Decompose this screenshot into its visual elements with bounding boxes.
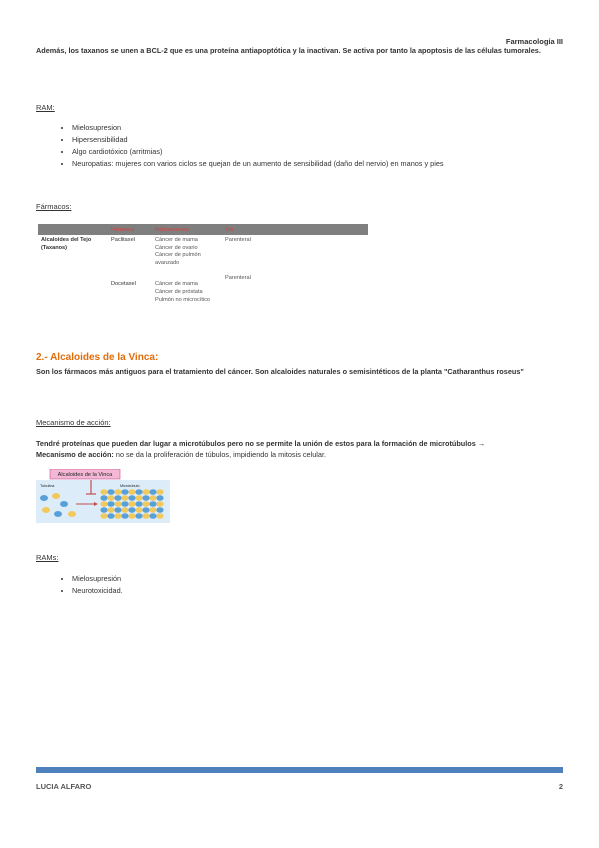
indication-line: Cáncer de ovario	[155, 244, 198, 251]
ram-heading: RAM:	[36, 103, 55, 112]
table-header-via: Vía	[222, 224, 368, 235]
list-item: • Mielosupresion	[72, 122, 444, 134]
table-cell-drug: Paclitaxel	[111, 237, 135, 243]
mechanism-label: Mecanismo de acción:	[36, 450, 114, 459]
mechanism-paragraph	[36, 438, 564, 460]
table-cell-route: Parenteral	[225, 237, 251, 243]
drugs-table	[38, 224, 368, 306]
list-item: • Neurotoxicidad.	[72, 585, 123, 597]
list-item: • Algo cardiotóxico (arritmias)	[72, 146, 444, 158]
farmacos-heading: Fármacos:	[36, 202, 72, 211]
vinca-figure	[36, 469, 170, 523]
indication-line: Cáncer de mama	[155, 281, 198, 288]
indication-line: Cáncer de pulmón avanzado	[155, 252, 201, 266]
arrow-glyph: →	[477, 439, 486, 448]
table-header-farmaco: Fármaco	[108, 224, 152, 235]
indication-line: Pulmón no microcítico	[155, 296, 211, 303]
vinca-figure-svg	[36, 469, 170, 523]
intro-paragraph: Además, los taxanos se unen a BCL-2 que es una proteína antiapoptótica y la inactivan. Se activa por tanto la apoptosis de las células tumorales.	[36, 46, 541, 55]
footer-bar	[36, 767, 563, 773]
indication-line: Cáncer de próstata	[155, 288, 203, 295]
table-header-indicaciones: Indicaciones	[152, 224, 222, 235]
list-item: • Neuropatias: mujeres con varios ciclos se quejan de un aumento de sensibilidad (daño del nervio) en manos y pies	[72, 158, 444, 170]
table-cell-drug: Docetaxel	[111, 281, 136, 288]
ram-list	[36, 122, 444, 170]
footer-author: LUCIA ALFARO	[36, 782, 92, 791]
mechanism-text: Tendré proteínas que pueden dar lugar a microtúbulos pero no se permite la unión de estos para la formación de microtúbulos	[36, 439, 476, 448]
indication-line: Cáncer de mama	[155, 237, 198, 243]
figure-left-caption: Tubulina	[40, 484, 55, 488]
table-header-row	[38, 224, 368, 235]
microtubule	[100, 489, 163, 519]
figure-label: Alcaloides de la Vinca	[57, 472, 113, 479]
list-item: • Mielosupresión	[72, 573, 123, 585]
rams-heading: RAMs:	[36, 553, 59, 562]
table-cell-indications	[152, 269, 222, 306]
table-cell-route: Parenteral	[225, 275, 251, 282]
mechanism-heading: Mecanismo de acción:	[36, 418, 111, 427]
table-header-empty	[38, 224, 108, 235]
table-cell-indications	[152, 235, 222, 269]
vinca-section-title: 2.- Alcaloides de la Vinca:	[36, 352, 159, 363]
mechanism-text-2: no se da la proliferación de túbulos, impidiendo la mitosis celular.	[115, 450, 326, 459]
table-row	[38, 235, 368, 269]
figure-right-caption: Microtúbulo	[120, 484, 140, 488]
vinca-description: Son los fármacos más antiguos para el tratamiento del cáncer. Son alcaloides naturales o semisintéticos de la planta "Catharanthus roseus"	[36, 367, 524, 376]
list-item: • Hipersensibilidad	[72, 134, 444, 146]
rams-list	[36, 573, 123, 597]
page-number: 2	[558, 782, 563, 791]
running-header: Farmacología III	[505, 37, 563, 46]
table-cell-group: Alcaloides del Tejo (Taxanos)	[41, 237, 92, 251]
